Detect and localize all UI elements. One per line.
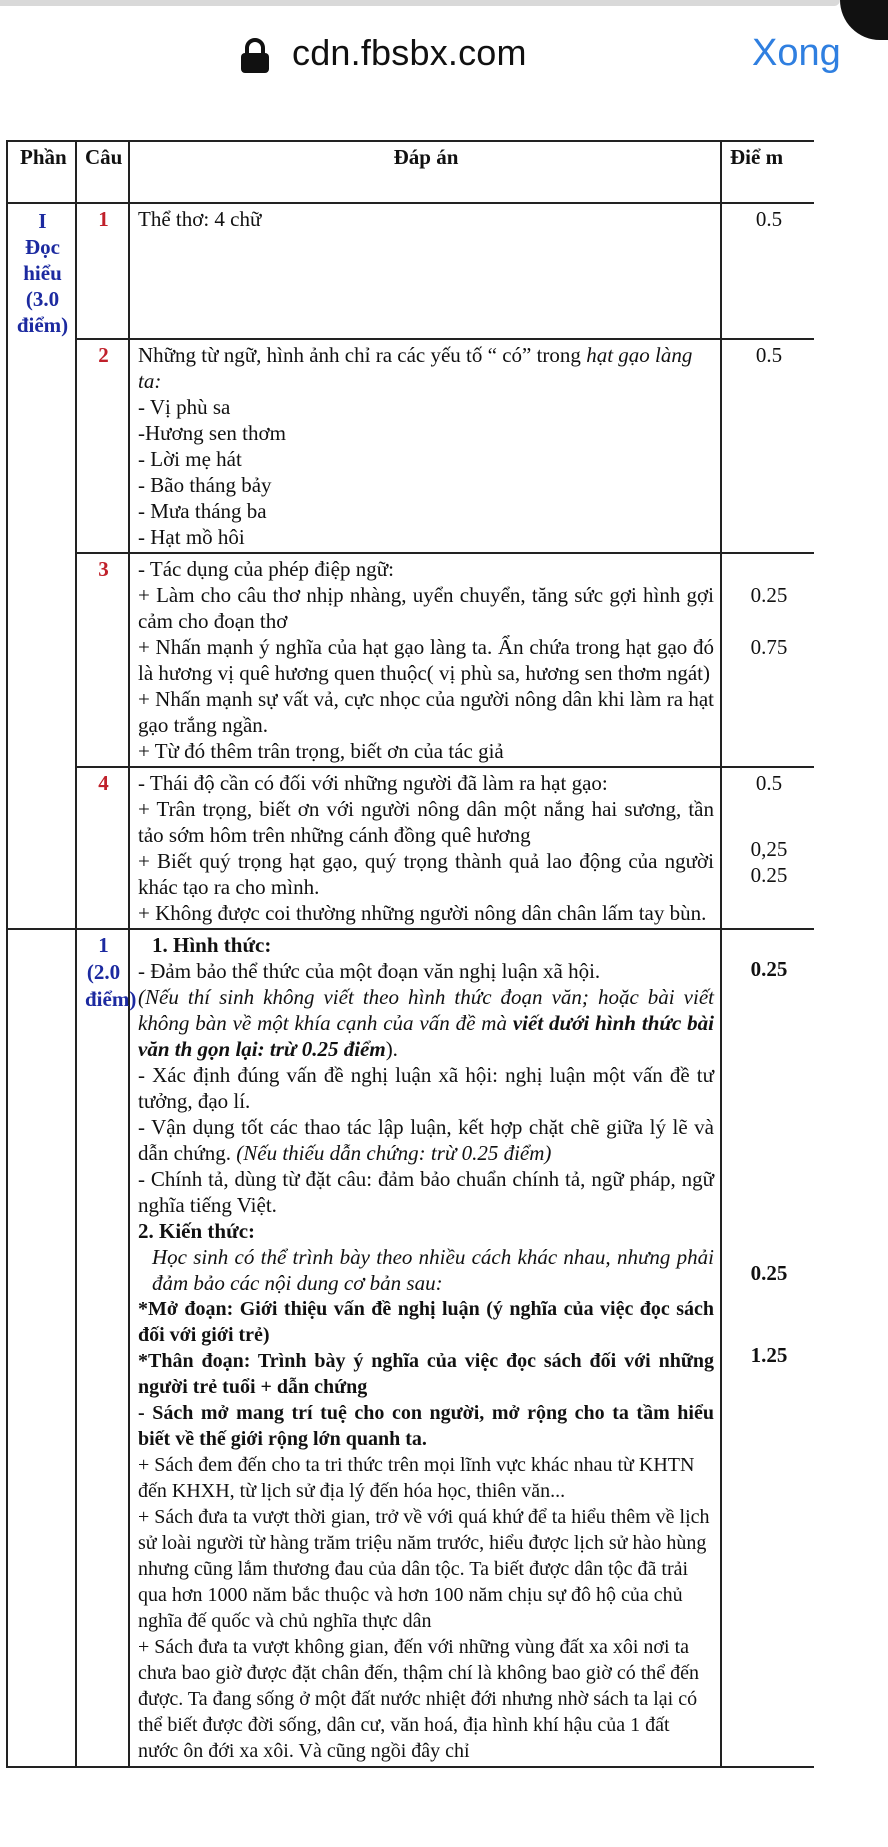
header-dap-an: Đáp án — [129, 141, 721, 203]
answer-italic: (Nếu thiếu dẫn chứng: trừ 0.25 điểm) — [236, 1141, 552, 1165]
score-cell — [721, 339, 814, 553]
url-label: cdn.fbsbx.com — [292, 32, 527, 73]
table-row — [7, 553, 814, 767]
question-number: 1 — [76, 203, 129, 339]
score-value: 0.5 — [755, 207, 783, 231]
section-1-label-line: điểm) — [16, 313, 69, 337]
answer-line: + Từ đó thêm trân trọng, biết ơn của tác giả — [138, 739, 504, 763]
answer-line: Học sinh có thể trình bày theo nhiều cách khác nhau, nhưng phải đảm bảo các nội dung cơ bản sau: — [152, 1245, 714, 1295]
answer-line: - Bão tháng bảy — [138, 473, 272, 497]
section-1-label-line: (3.0 — [25, 287, 60, 311]
answer-text: ). — [385, 1037, 398, 1061]
lock-icon — [238, 38, 272, 74]
score-value: 0.25 — [750, 583, 788, 607]
answer-line: - Lời mẹ hát — [138, 447, 242, 471]
score-value: 0.5 — [755, 343, 783, 367]
answer-italic: (Nếu thí sinh không viết theo hình thức đoạn văn; hoặc bài viết không bàn về một khía cạnh của vấn đề mà — [138, 985, 714, 1035]
header-diem: Điể m — [721, 141, 814, 203]
answer-intro-italic: hạt gạo làng ta: — [138, 343, 693, 393]
screen-corner — [840, 0, 888, 40]
heading-hinh-thuc: 1. Hình thức: — [152, 933, 272, 957]
answer-cell — [129, 767, 721, 929]
header-cau: Câu — [76, 141, 129, 203]
section-1-label-line: hiểu — [23, 261, 62, 285]
question-number: 4 — [76, 767, 129, 929]
score-value: 0.5 — [755, 771, 783, 795]
answer-line: *Mở đoạn: Giới thiệu vấn đề nghị luận (ý nghĩa của việc đọc sách đối với giới trẻ) — [138, 1298, 714, 1346]
answer-line: - Thái độ cần có đối với những người đã làm ra hạt gạo: — [138, 771, 608, 795]
score-value: 0.25 — [750, 863, 788, 887]
answer-cell — [129, 553, 721, 767]
answer-line: + Biết quý trọng hạt gạo, quý trọng thành quả lao động của người khác tạo ra cho mình. — [138, 849, 714, 899]
answer-line: + Không được coi thường những người nông dân chân lấm tay bùn. — [138, 901, 707, 925]
section-1-label — [7, 203, 76, 929]
answer-text: - Vận dụng tốt các thao tác lập luận, kết hợp chặt chẽ giữa lý lẽ và dẫn chứng. — [138, 1115, 714, 1165]
table-row — [7, 929, 814, 1767]
question-number: 2 — [76, 339, 129, 553]
answer-document — [6, 140, 814, 1847]
question-number-line: điểm) — [85, 987, 137, 1011]
answer-line: *Thân đoạn: Trình bày ý nghĩa của việc đọc sách đối với những người trẻ tuổi + dẫn chứng — [138, 1350, 714, 1398]
score-cell — [721, 929, 814, 1767]
score-value: 0.25 — [750, 957, 788, 981]
section-1-label-line: Đọc — [25, 235, 60, 259]
answer-line: - Xác định đúng vấn đề nghị luận xã hội: nghị luận một vấn đề tư tưởng, đạo lí. — [138, 1063, 714, 1113]
answer-line: - Chính tả, dùng từ đặt câu: đảm bảo chuẩn chính tả, ngữ pháp, ngữ nghĩa tiếng Việt. — [138, 1167, 714, 1217]
answer-line: - Đảm bảo thể thức của một đoạn văn nghị luận xã hội. — [138, 959, 601, 983]
answer-line — [138, 1114, 714, 1166]
answer-line: - Mưa tháng ba — [138, 499, 267, 523]
status-edge — [0, 0, 840, 6]
answer-cell — [129, 929, 721, 1767]
score-value: 0,25 — [750, 837, 788, 861]
header-row — [7, 141, 814, 203]
score-value: 0.25 — [750, 1261, 788, 1285]
answer-line — [138, 984, 714, 1062]
score-value: 0.75 — [750, 635, 788, 659]
section-1-label-line: I — [38, 209, 47, 233]
answer-table — [6, 140, 814, 1768]
table-row — [7, 339, 814, 553]
answer-line: + Sách đưa ta vượt thời gian, trở về với quá khứ để ta hiểu thêm về lịch sử loài người từ hàng trăm triệu năm trước, hiểu được lịch sử hào hùng nhưng cũng lắm thương đau của dân tộc. Ta biết được dân tộc đã trải qua hơn 1000 năm bắc thuộc và hơn 100 năm chịu sự đô hộ của chủ nghĩa đế quốc và chủ nghĩa thực dân — [138, 1506, 710, 1632]
answer-line: + Sách đưa ta vượt không gian, đến với những vùng đất xa xôi nơi ta chưa bao giờ được đặt chân đến, thậm chí là không bao giờ có thể đến được. Ta đang sống ở một đất nước nhiệt đới nhưng nhờ sách ta lại có thể biết được đời sống, dân cư, văn hoá, địa hình khí hậu của 1 đất nước ôn đới xa xôi. Và cũng ngồi đây chỉ — [138, 1636, 700, 1762]
question-number: 3 — [76, 553, 129, 767]
done-button[interactable]: Xong — [752, 32, 841, 74]
score-cell — [721, 203, 814, 339]
score-cell — [721, 553, 814, 767]
answer-line: + Làm cho câu thơ nhịp nhàng, uyển chuyển, tăng sức gợi hình gợi cảm cho đoạn thơ — [138, 583, 714, 633]
answer-line: - Vị phù sa — [138, 395, 231, 419]
question-number-line: (2.0 — [86, 960, 121, 984]
answer-cell — [129, 339, 721, 553]
answer-intro-text: Những từ ngữ, hình ảnh chỉ ra các yếu tố “ có” trong — [138, 343, 587, 367]
question-number — [76, 929, 137, 1767]
answer-line: - Tác dụng của phép điệp ngữ: — [138, 557, 394, 581]
browser-topbar — [0, 0, 888, 110]
answer-line: + Nhấn mạnh sự vất vả, cực nhọc của người nông dân khi làm ra hạt gạo trắng ngần. — [138, 687, 714, 737]
answer-line: - Sách mở mang trí tuệ cho con người, mở rộng cho ta tầm hiểu biết về thế giới rộng lớn quanh ta. — [138, 1402, 714, 1450]
answer-intro — [138, 342, 714, 394]
table-row — [7, 203, 814, 339]
score-cell — [721, 767, 814, 929]
answer-line: - Hạt mồ hôi — [138, 525, 245, 549]
answer-line: + Trân trọng, biết ơn với người nông dân một nắng hai sương, tần tảo sớm hôm trên những cánh đồng quê hương — [138, 797, 714, 847]
answer-cell — [129, 203, 721, 339]
score-value: 1.25 — [750, 1343, 788, 1367]
header-phan: Phần — [7, 141, 76, 203]
answer-line: Thể thơ: 4 chữ — [138, 207, 262, 231]
table-row — [7, 767, 814, 929]
section-2-label — [7, 929, 76, 1767]
question-number-line: 1 — [98, 933, 109, 957]
heading-kien-thuc: 2. Kiến thức: — [138, 1219, 256, 1243]
answer-line: + Nhấn mạnh ý nghĩa của hạt gạo làng ta. Ẩn chứa trong hạt gạo đó là hương vị quê hương quen thuộc( vị phù sa, hương sen thơm ngát) — [138, 635, 714, 685]
answer-line: -Hương sen thơm — [138, 421, 286, 445]
answer-bold-italic: viết dưới hình thức bài văn th gọn lại: trừ 0.25 điểm — [138, 1011, 714, 1061]
answer-line: + Sách đem đến cho ta tri thức trên mọi lĩnh vực khác nhau từ KHTN đến KHXH, từ lịch sử địa lý đến hóa học, thiên văn... — [138, 1454, 695, 1502]
